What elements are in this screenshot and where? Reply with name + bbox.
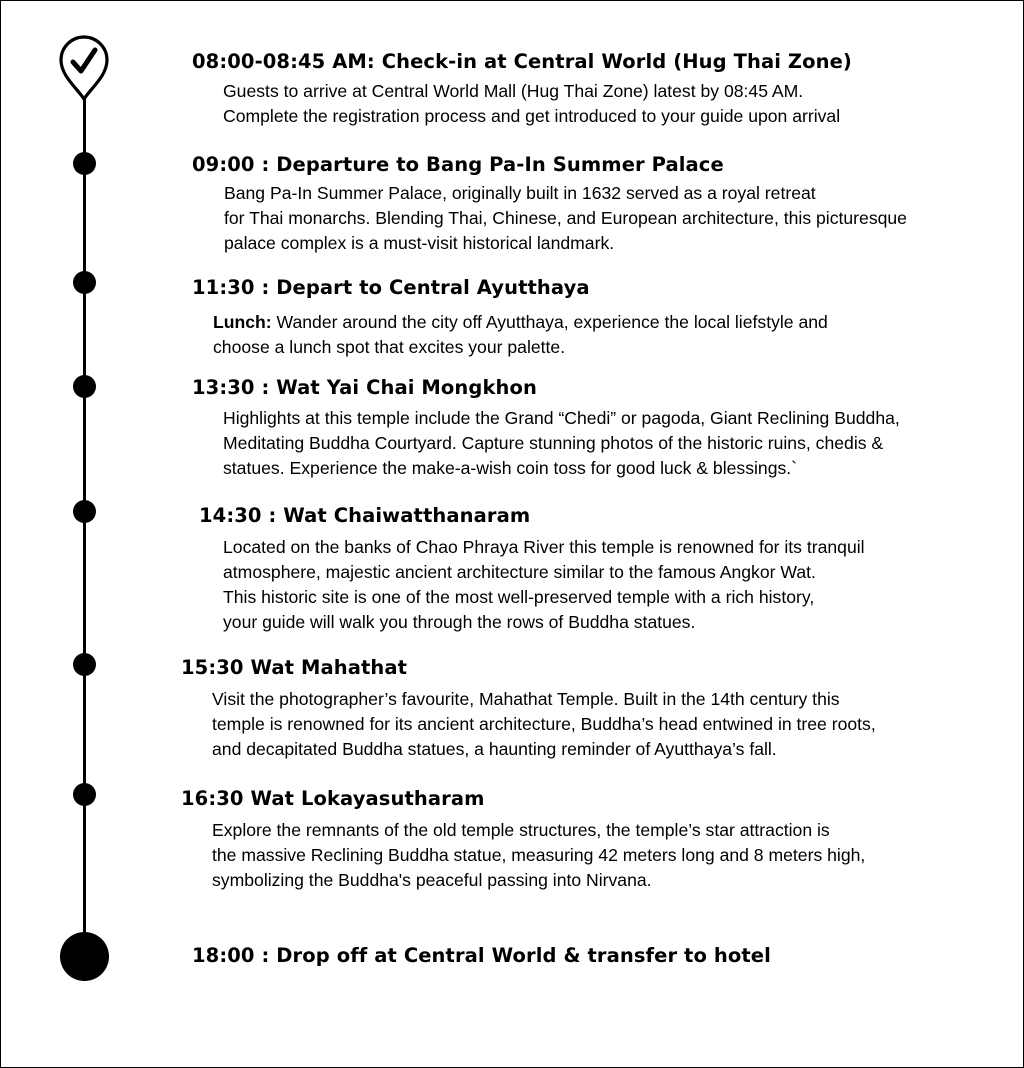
description-line: Visit the photographer’s favourite, Mahathat Temple. Built in the 14th century this bbox=[212, 689, 840, 709]
timeline-dot bbox=[73, 375, 96, 398]
description-line: Located on the banks of Chao Phraya River this temple is renowned for its tranquil bbox=[223, 537, 865, 557]
item-description-wat-yai-chai-mongkhon bbox=[223, 406, 900, 481]
timeline-dot bbox=[73, 271, 96, 294]
timeline-line bbox=[83, 97, 86, 959]
description-line: the massive Reclining Buddha statue, measuring 42 meters long and 8 meters high, bbox=[212, 845, 866, 865]
timeline-dot bbox=[73, 152, 96, 175]
item-description-wat-chaiwatthanaram bbox=[223, 535, 865, 635]
item-description-ayutthaya bbox=[213, 310, 828, 360]
item-heading-ayutthaya: 11:30 : Depart to Central Ayutthaya bbox=[192, 276, 590, 299]
item-heading-wat-chaiwatthanaram: 14:30 : Wat Chaiwatthanaram bbox=[199, 504, 531, 527]
description-line: palace complex is a must-visit historical landmark. bbox=[224, 233, 615, 253]
description-line: statues. Experience the make-a-wish coin toss for good luck & blessings.` bbox=[223, 458, 798, 478]
description-line: Explore the remnants of the old temple structures, the temple’s star attraction is bbox=[212, 820, 830, 840]
item-heading-checkin: 08:00-08:45 AM: Check-in at Central World (Hug Thai Zone) bbox=[192, 50, 852, 73]
description-line: and decapitated Buddha statues, a haunting reminder of Ayutthaya’s fall. bbox=[212, 739, 777, 759]
description-line: Complete the registration process and get introduced to your guide upon arrival bbox=[223, 106, 841, 126]
item-heading-drop-off: 18:00 : Drop off at Central World & transfer to hotel bbox=[192, 944, 771, 967]
description-line: This historic site is one of the most well-preserved temple with a rich history, bbox=[223, 587, 815, 607]
timeline-dot bbox=[73, 783, 96, 806]
item-heading-wat-mahathat: 15:30 Wat Mahathat bbox=[181, 656, 408, 679]
description-line: your guide will walk you through the rows of Buddha statues. bbox=[223, 612, 696, 632]
timeline-dot bbox=[73, 500, 96, 523]
description-line: choose a lunch spot that excites your palette. bbox=[213, 337, 566, 357]
lunch-label: Lunch: bbox=[213, 312, 272, 332]
item-heading-wat-yai-chai-mongkhon: 13:30 : Wat Yai Chai Mongkhon bbox=[192, 376, 537, 399]
timeline-end-dot bbox=[60, 932, 109, 981]
description-line: temple is renowned for its ancient architecture, Buddha’s head entwined in tree roots, bbox=[212, 714, 876, 734]
item-description-checkin bbox=[223, 79, 840, 129]
description-line: atmosphere, majestic ancient architecture similar to the famous Angkor Wat. bbox=[223, 562, 816, 582]
item-heading-bang-pa-in: 09:00 : Departure to Bang Pa-In Summer Palace bbox=[192, 153, 724, 176]
description-line: Guests to arrive at Central World Mall (Hug Thai Zone) latest by 08:45 AM. bbox=[223, 81, 804, 101]
lunch-line bbox=[213, 310, 828, 335]
lunch-text: Wander around the city off Ayutthaya, experience the local liefstyle and bbox=[271, 312, 828, 332]
description-line: Highlights at this temple include the Grand “Chedi” or pagoda, Giant Reclining Buddha, bbox=[223, 408, 900, 428]
timeline-dot bbox=[73, 653, 96, 676]
check-pin-icon bbox=[58, 34, 110, 102]
description-line: Bang Pa-In Summer Palace, originally built in 1632 served as a royal retreat bbox=[224, 183, 816, 203]
item-description-bang-pa-in bbox=[224, 181, 907, 256]
description-line: Meditating Buddha Courtyard. Capture stunning photos of the historic ruins, chedis & bbox=[223, 433, 884, 453]
item-description-wat-mahathat bbox=[212, 687, 876, 762]
description-line: symbolizing the Buddha's peaceful passing into Nirvana. bbox=[212, 870, 652, 890]
description-line: for Thai monarchs. Blending Thai, Chinese, and European architecture, this picturesque bbox=[224, 208, 907, 228]
item-description-wat-lokayasutharam bbox=[212, 818, 865, 893]
item-heading-wat-lokayasutharam: 16:30 Wat Lokayasutharam bbox=[181, 787, 485, 810]
